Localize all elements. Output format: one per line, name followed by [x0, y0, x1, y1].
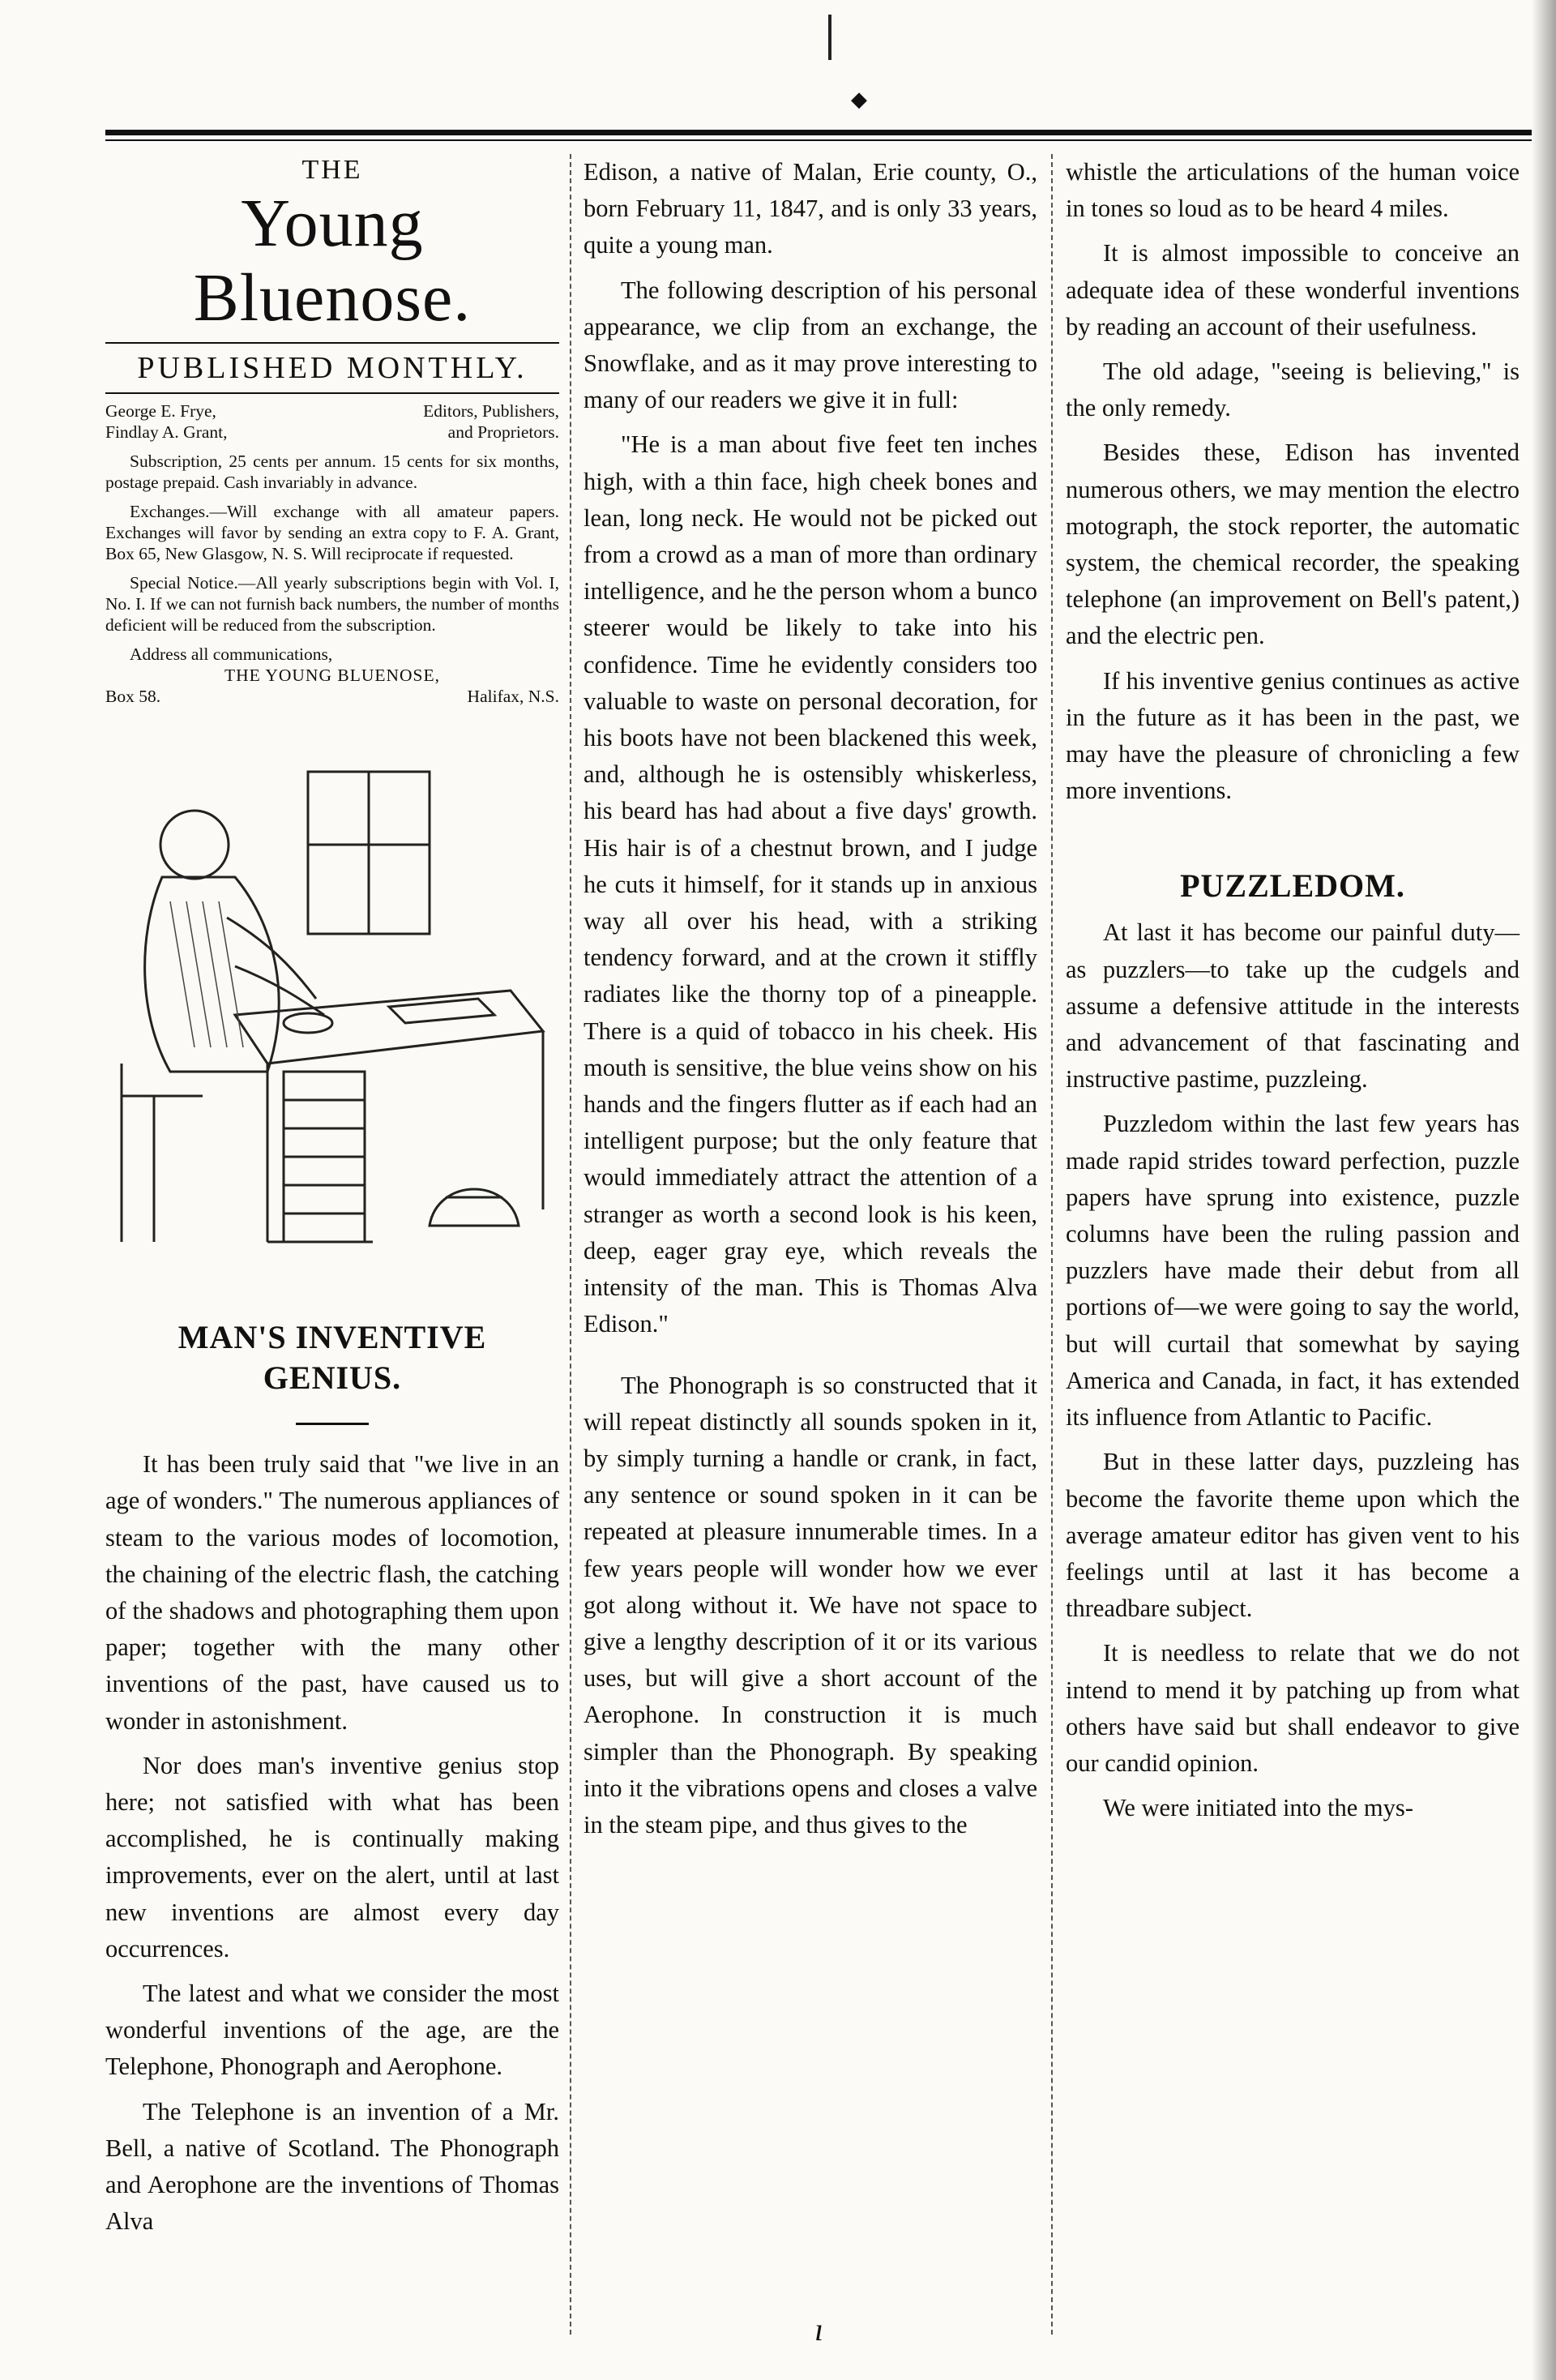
address-line: Address all communications, [130, 644, 333, 664]
column-separator-1 [570, 154, 573, 2335]
masthead-rule [105, 342, 559, 344]
article1-paragraph: The old adage, "seeing is believing," is the only remedy. [1066, 357, 1520, 422]
article1-paragraph: whistle the articulations of the human voice in tones so loud as to be heard 4 miles. [1066, 158, 1520, 223]
address-box: Box 58. [105, 687, 161, 706]
masthead-rule-2 [105, 392, 559, 394]
column-1 [105, 154, 559, 2240]
bottom-page-mark: ı [814, 2311, 824, 2348]
editors-row [105, 400, 559, 443]
top-crease-mark [828, 15, 831, 60]
top-rule-thick [105, 130, 1532, 135]
article1-paragraph: The Telephone is an invention of a Mr. Bell, a native of Scotland. The Phonograph and Aerophone are the inventions of Thomas Alva [105, 2097, 559, 2236]
article1-paragraph: The latest and what we consider the most wonderful inventions of the age, are the Telephone, Phonograph and Aerophone. [105, 1980, 559, 2081]
article1-paragraph: It is almost impossible to conceive an adequate idea of these wonderful inventions by reading an account of their usefulness. [1066, 239, 1520, 340]
article2-paragraph: At last it has become our painful duty—as puzzlers—to take up the cudgels and assume a defensive attitude in the interests and advancement of that fascinating and instructive pastime, puzzleing. [1066, 918, 1520, 1094]
article1-quote: "He is a man about five feet ten inches high, with a thin face, high cheek bones and lean, long neck. He would not be picked out from a crowd as a man of more than ordinary intelligence, and he the person whom a bunco steerer would be likely to take into his confidence. Time he evidently considers too valuable to waste on personal decoration, for his boots have not been blackened this week, and, although he is ostensibly whiskerless, his beard has had about a five days' growth. His hair is of a chestnut brown, and I judge he cuts it himself, for it stands up in anxious way all over his head, with a striking tendency forward, and at the crown it stiffly radiates like the thorny top of a pineapple. There is a quid of tobacco in his cheek. His mouth is sensitive, the blue veins show on his hands and the fingers flutter as if each had an intelligent purpose; but the only feature that would immediately attract the attention of a stranger as worth a second look is his keen, deep, eager gray eye, which reveals the intensity of the man. This is Thomas Alva Edison." [584, 430, 1037, 1338]
editor-1: George E. Frye, [105, 401, 216, 421]
article2-paragraph: We were initiated into the mys- [1103, 1794, 1413, 1822]
heading-short-rule [296, 1423, 369, 1425]
masthead-published: PUBLISHED MONTHLY. [137, 351, 528, 385]
article1-paragraph: The following description of his personal appearance, we clip from an exchange, the Snowflake, and as it may prove interesting to many of our readers we give it in full: [584, 276, 1037, 414]
top-rule-thin [105, 139, 1532, 141]
column-separator-2 [1051, 154, 1054, 2335]
top-dot-mark: ◆ [851, 88, 867, 111]
article1-paragraph: The Phonograph is so constructed that it will repeat distinctly all sounds spoken in it, by simply turning a handle or crank, in fact, any sentence or sound spoken in it can be repeated at pleasure innumerable times. In a few years people will wonder how we ever got along without it. We have not space to give a lengthy description of it or its various uses, but will give a short account of the Aerophone. In construction it is much simpler than the Phonograph. By speaking into it the vibrations opens and closes a valve in the steam pipe, and thus gives to the [584, 1371, 1037, 1839]
editor-roles-1: Editors, Publishers, [423, 401, 559, 421]
article1-col1-text [105, 1446, 559, 2240]
illustration-man-at-desk [105, 756, 559, 1274]
exchanges-notice: Exchanges.—Will exchange with all amateur papers. Exchanges will favor by sending an extra copy to F. A. Grant, Box 65, New Glasgow, N. S. Will reciprocate if requested. [105, 502, 559, 563]
masthead-title: Young Bluenose. [193, 186, 472, 336]
column-3 [1066, 154, 1520, 1826]
masthead-the: THE [301, 155, 363, 185]
editor-2: Findlay A. Grant, [105, 422, 228, 442]
article1-paragraph: Besides these, Edison has invented numerous others, we may mention the electro motograph, the stock reporter, the automatic system, the chemical recorder, the speaking telephone (an improvement on Bell's patent,) and the electric pen. [1066, 439, 1520, 650]
special-notice: Special Notice.—All yearly subscriptions begin with Vol. I, No. I. If we can not furnish back numbers, the number of months deficient will be reduced from the subscription. [105, 573, 559, 635]
article2-paragraph: It is needless to relate that we do not intend to mend it by patching up from what others have said but shall endeavor to give our candid opinion. [1066, 1639, 1520, 1777]
article1-paragraph: Edison, a native of Malan, Erie county, O., born February 11, 1847, and is only 33 years, quite a young man. [584, 158, 1037, 259]
article1-paragraph: Nor does man's inventive genius stop here; not satisfied with what has been accomplished, he is continually making improvements, ever on the alert, until at last new inventions are almost every day occurrences. [105, 1751, 559, 1963]
editor-roles-2: and Proprietors. [447, 422, 559, 442]
address-row [105, 686, 559, 707]
subscription-notice: Subscription, 25 cents per annum. 15 cents for six months, postage prepaid. Cash invariably in advance. [105, 452, 559, 492]
article2-paragraph: Puzzledom within the last few years has made rapid strides toward perfection, puzzle papers have sprung into existence, puzzle columns have been the ruling passion and puzzlers have made their debut from all portions of—we were going to say the world, but will curtail that somewhat by saying America and Canada, in fact, it has extended its influence from Atlantic to Pacific. [1066, 1110, 1520, 1432]
article2-paragraph: But in these latter days, puzzleing has become the favorite theme upon which the average amateur editor has given vent to his feelings until at last it has become a threadbare subject. [1066, 1448, 1520, 1623]
article-heading-inventive-genius: MAN'S INVENTIVE GENIUS. [177, 1319, 487, 1397]
masthead [105, 154, 559, 394]
article1-paragraph: If his inventive genius continues as active in the future as it has been in the past, we may have the pleasure of chronicling a few more inventions. [1066, 666, 1520, 805]
masthead-notices [105, 451, 559, 665]
address-city: Halifax, N.S. [467, 687, 559, 706]
article1-paragraph: It has been truly said that "we live in an age of wonders." The numerous appliances of steam to the various modes of locomotion, the chaining of the electric flash, the catching of the shadows and photographing them upon paper; together with the many other inventions of the past, have caused us to wonder in astonishment. [105, 1450, 559, 1735]
column-2 [584, 154, 1037, 1843]
page-edge-shadow [1532, 0, 1556, 2380]
address-name: THE YOUNG BLUENOSE, [224, 666, 441, 685]
article-heading-puzzledom: PUZZLEDOM. [1180, 867, 1405, 905]
